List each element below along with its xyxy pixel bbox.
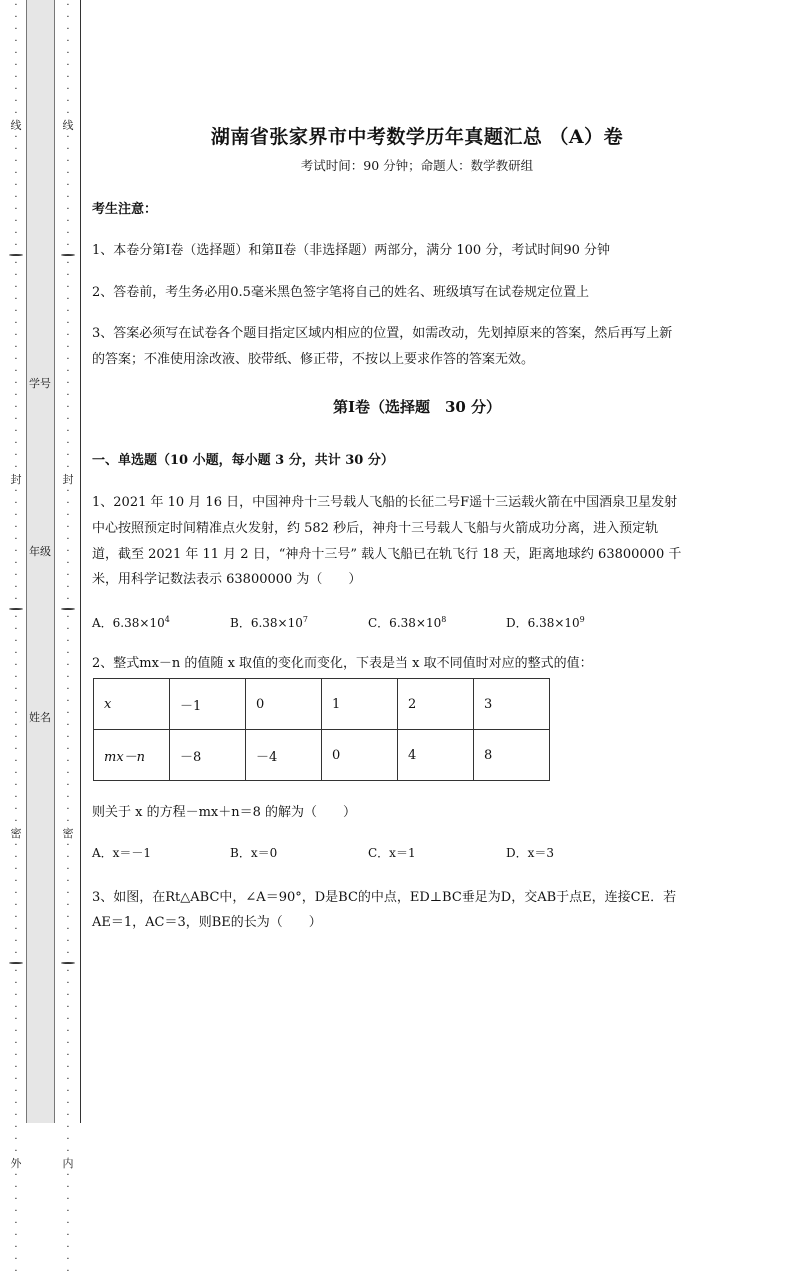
binding-dot: · xyxy=(66,270,70,281)
binding-dot: · xyxy=(14,888,18,899)
binding-dot: · xyxy=(14,144,18,155)
binding-dot: · xyxy=(66,732,70,743)
binding-dot: · xyxy=(14,648,18,659)
q1-option-a: A．$6.38\times 10^4$ xyxy=(92,615,170,630)
binding-dot: · xyxy=(66,1266,70,1277)
q2-table xyxy=(93,678,550,781)
binding-dot: · xyxy=(66,192,70,203)
binding-dot: · xyxy=(66,1002,70,1013)
binding-dot: · xyxy=(66,840,70,851)
binding-dot: · xyxy=(66,888,70,899)
binding-dot: · xyxy=(14,1170,18,1181)
binding-dot: · xyxy=(66,498,70,509)
binding-dot: · xyxy=(14,462,18,473)
binding-dot: · xyxy=(14,156,18,167)
binding-dot: · xyxy=(14,558,18,569)
binding-dot: · xyxy=(66,168,70,179)
notice-item-3: 3、答案必须写在试卷各个题目指定区域内相应的位置，如需改动，先划掉原来的答案，然后再写上新 xyxy=(92,326,673,341)
binding-dot: · xyxy=(66,330,70,341)
page-subtitle: 考试时间：90 分钟；命题人：数学教研组 xyxy=(300,158,534,173)
binding-dot: · xyxy=(14,546,18,557)
q1-line-1: 1、2021 年 10 月 16 日，中国神舟十三号载人飞船的长征二号F遥十三运载火箭在中国酒泉卫星发射 xyxy=(92,495,678,510)
binding-dot: · xyxy=(14,342,18,353)
table-row xyxy=(94,730,550,781)
binding-dot: · xyxy=(14,966,18,977)
q1-option-c: C．$6.38\times 10^8$ xyxy=(368,615,447,630)
binding-dot: · xyxy=(14,378,18,389)
binding-dot: · xyxy=(14,402,18,413)
binding-dot: · xyxy=(14,756,18,767)
binding-dot: · xyxy=(66,402,70,413)
binding-dot: · xyxy=(66,1146,70,1157)
q1-line-3: 道，截至 2021 年 11 月 2 日，“神舟十三号” 载人飞船已在轨飞行 18 天，距离地球约 63800000 千 xyxy=(92,547,682,562)
binding-dot: · xyxy=(14,660,18,671)
binding-dot: · xyxy=(66,570,70,581)
binding-dot: · xyxy=(66,144,70,155)
binding-dot: · xyxy=(66,912,70,923)
binding-dot: · xyxy=(14,36,18,47)
binding-dot: · xyxy=(14,1206,18,1217)
binding-dot: · xyxy=(66,510,70,521)
binding-dot: · xyxy=(14,522,18,533)
binding-dot: · xyxy=(14,282,18,293)
binding-dot: · xyxy=(66,1194,70,1205)
binding-dot: · xyxy=(14,228,18,239)
notice-item-1: 1、本卷分第Ⅰ卷（选择题）和第Ⅱ卷（非选择题）两部分，满分 100 分，考试时间90 分钟 xyxy=(92,243,610,258)
binding-dot: · xyxy=(14,1230,18,1241)
binding-dot: · xyxy=(66,0,70,11)
binding-dot: · xyxy=(66,648,70,659)
binding-dot: · xyxy=(14,612,18,623)
binding-dot: · xyxy=(66,390,70,401)
binding-dot: · xyxy=(14,720,18,731)
binding-dot: · xyxy=(14,330,18,341)
binding-dot: · xyxy=(66,366,70,377)
binding-dot: · xyxy=(66,1242,70,1253)
binding-dot: · xyxy=(66,84,70,95)
binding-dot: · xyxy=(66,1074,70,1085)
binding-dot: · xyxy=(66,258,70,269)
binding-dot: · xyxy=(14,1194,18,1205)
binding-dot: · xyxy=(14,294,18,305)
grade-label: 年级 xyxy=(29,545,51,558)
binding-circle xyxy=(9,254,23,256)
q2-option-a: A．x＝－1 xyxy=(92,846,152,860)
binding-dot: · xyxy=(66,1254,70,1265)
binding-circle xyxy=(9,608,23,610)
binding-dot: · xyxy=(14,216,18,227)
binding-dot: · xyxy=(66,696,70,707)
binding-dot: · xyxy=(66,1134,70,1145)
binding-dot: · xyxy=(66,96,70,107)
binding-dot: · xyxy=(14,168,18,179)
binding-dot: · xyxy=(66,546,70,557)
binding-dot: · xyxy=(14,1218,18,1229)
binding-dot: · xyxy=(66,852,70,863)
binding-dot: · xyxy=(14,438,18,449)
binding-dot: · xyxy=(14,426,18,437)
binding-dot: · xyxy=(14,306,18,317)
binding-dot: · xyxy=(14,840,18,851)
binding-dot: · xyxy=(14,804,18,815)
binding-dot: · xyxy=(14,948,18,959)
binding-dot: · xyxy=(66,108,70,119)
binding-dot: · xyxy=(66,36,70,47)
binding-column-left xyxy=(10,0,22,1277)
q1-options xyxy=(92,614,712,631)
binding-char: 封 xyxy=(62,473,74,486)
binding-dot: · xyxy=(14,96,18,107)
binding-dot: · xyxy=(14,792,18,803)
binding-dot: · xyxy=(14,354,18,365)
binding-dot: · xyxy=(66,1050,70,1061)
table-cell: 3 xyxy=(474,679,550,730)
table-cell: －4 xyxy=(246,730,322,781)
binding-char: 线 xyxy=(62,119,74,132)
binding-dot: · xyxy=(14,72,18,83)
binding-dot: · xyxy=(14,1182,18,1193)
binding-dot: · xyxy=(14,1242,18,1253)
binding-dot: · xyxy=(14,318,18,329)
binding-dot: · xyxy=(66,612,70,623)
binding-dot: · xyxy=(66,12,70,23)
binding-dot: · xyxy=(14,1074,18,1085)
binding-dot: · xyxy=(14,270,18,281)
binding-dot: · xyxy=(14,732,18,743)
table-cell: 0 xyxy=(322,730,398,781)
binding-char: 线 xyxy=(10,119,22,132)
q1-line-2: 中心按照预定时间精准点火发射，约 582 秒后，神舟十三号载人飞船与火箭成功分离，进入预定轨 xyxy=(92,521,659,536)
binding-dot: · xyxy=(66,1038,70,1049)
binding-dot: · xyxy=(66,768,70,779)
q2-option-d: D．x＝3 xyxy=(506,846,555,860)
binding-char: 密 xyxy=(62,827,74,840)
binding-dot: · xyxy=(66,534,70,545)
binding-dot: · xyxy=(66,756,70,767)
binding-dot: · xyxy=(66,1170,70,1181)
binding-dot: · xyxy=(14,192,18,203)
page-title: 湖南省张家界市中考数学历年真题汇总 （A）卷 xyxy=(210,126,624,148)
binding-dot: · xyxy=(66,60,70,71)
binding-dot: · xyxy=(66,660,70,671)
binding-dot: · xyxy=(14,708,18,719)
q2-stem: 2、整式mx－n 的值随 x 取值的变化而变化，下表是当 x 取不同值时对应的整式的值： xyxy=(92,656,593,671)
binding-dot: · xyxy=(14,1086,18,1097)
binding-dot: · xyxy=(66,900,70,911)
binding-dot: · xyxy=(14,1014,18,1025)
binding-dot: · xyxy=(66,48,70,59)
q2-question: 则关于 x 的方程－mx＋n＝8 的解为（ ） xyxy=(92,805,357,820)
binding-dot: · xyxy=(14,1254,18,1265)
binding-dot: · xyxy=(66,720,70,731)
binding-dot: · xyxy=(66,582,70,593)
binding-dot: · xyxy=(14,240,18,251)
binding-dot: · xyxy=(14,1026,18,1037)
binding-dot: · xyxy=(14,366,18,377)
binding-dot: · xyxy=(14,498,18,509)
binding-char: 内 xyxy=(62,1157,74,1170)
binding-dot: · xyxy=(66,462,70,473)
binding-dot: · xyxy=(66,672,70,683)
binding-dot: · xyxy=(14,924,18,935)
binding-dot: · xyxy=(66,282,70,293)
binding-dot: · xyxy=(14,744,18,755)
binding-dot: · xyxy=(66,1086,70,1097)
binding-dot: · xyxy=(14,1062,18,1073)
binding-dot: · xyxy=(66,204,70,215)
section-title: 第Ⅰ卷（选择题 30 分） xyxy=(332,398,502,416)
binding-dot: · xyxy=(14,900,18,911)
binding-dot: · xyxy=(14,672,18,683)
binding-dot: · xyxy=(66,294,70,305)
binding-dot: · xyxy=(66,306,70,317)
binding-dot: · xyxy=(66,876,70,887)
q2-option-c: C．x＝1 xyxy=(368,846,416,860)
table-cell: x xyxy=(94,679,170,730)
name-label: 姓名 xyxy=(29,711,51,724)
binding-dot: · xyxy=(14,594,18,605)
binding-dot: · xyxy=(14,570,18,581)
binding-dot: · xyxy=(66,1062,70,1073)
binding-dot: · xyxy=(66,378,70,389)
binding-dot: · xyxy=(14,936,18,947)
binding-circle xyxy=(61,254,75,256)
binding-dot: · xyxy=(14,414,18,425)
binding-dot: · xyxy=(14,108,18,119)
binding-dot: · xyxy=(14,132,18,143)
binding-dot: · xyxy=(66,1182,70,1193)
binding-dot: · xyxy=(66,1014,70,1025)
binding-dot: · xyxy=(14,696,18,707)
binding-dot: · xyxy=(14,390,18,401)
binding-dot: · xyxy=(14,48,18,59)
binding-dot: · xyxy=(66,990,70,1001)
table-row xyxy=(94,679,550,730)
q1-option-d: D．$6.38\times 10^9$ xyxy=(506,615,585,630)
binding-dot: · xyxy=(66,240,70,251)
binding-dot: · xyxy=(66,936,70,947)
binding-dot: · xyxy=(66,216,70,227)
binding-dot: · xyxy=(14,780,18,791)
binding-dot: · xyxy=(14,450,18,461)
binding-dot: · xyxy=(66,948,70,959)
binding-circle xyxy=(9,962,23,964)
binding-dot: · xyxy=(66,966,70,977)
binding-strip xyxy=(26,0,55,1123)
binding-dot: · xyxy=(14,1050,18,1061)
binding-dot: · xyxy=(66,864,70,875)
binding-dot: · xyxy=(14,60,18,71)
binding-dot: · xyxy=(14,990,18,1001)
q1-line-4: 米，用科学记数法表示 63800000 为（ ） xyxy=(92,572,362,587)
table-cell: 1 xyxy=(322,679,398,730)
q1-option-b: B．$6.38\times 10^7$ xyxy=(230,615,308,630)
table-cell: mx－n xyxy=(94,730,170,781)
binding-dot: · xyxy=(14,978,18,989)
binding-dot: · xyxy=(14,12,18,23)
binding-dot: · xyxy=(66,1026,70,1037)
binding-dot: · xyxy=(66,684,70,695)
binding-dot: · xyxy=(66,1218,70,1229)
binding-dot: · xyxy=(14,0,18,11)
q3-line-1: 3、如图，在Rt△ABC中，∠A＝90°，D是BC的中点，ED⊥BC垂足为D，交AB于点E，连接CE．若 xyxy=(92,890,677,905)
binding-dot: · xyxy=(66,1206,70,1217)
q2-options xyxy=(92,844,712,861)
binding-dot: · xyxy=(66,354,70,365)
binding-dot: · xyxy=(66,228,70,239)
binding-dot: · xyxy=(66,450,70,461)
binding-dot: · xyxy=(14,180,18,191)
binding-dot: · xyxy=(66,924,70,935)
binding-dot: · xyxy=(66,708,70,719)
binding-dot: · xyxy=(66,426,70,437)
binding-dot: · xyxy=(14,864,18,875)
q3-line-2: AE＝1，AC＝3，则BE的长为（ ） xyxy=(92,915,322,930)
binding-char: 外 xyxy=(10,1157,22,1170)
binding-dot: · xyxy=(66,342,70,353)
binding-char: 密 xyxy=(10,827,22,840)
table-cell: 4 xyxy=(398,730,474,781)
binding-dot: · xyxy=(66,318,70,329)
binding-dot: · xyxy=(14,912,18,923)
binding-dot: · xyxy=(14,258,18,269)
binding-circle xyxy=(61,608,75,610)
binding-dot: · xyxy=(66,414,70,425)
binding-dot: · xyxy=(66,744,70,755)
binding-dot: · xyxy=(66,636,70,647)
binding-dot: · xyxy=(66,1098,70,1109)
binding-dot: · xyxy=(14,1038,18,1049)
binding-dot: · xyxy=(66,1230,70,1241)
notice-title: 考生注意： xyxy=(92,202,158,217)
binding-dot: · xyxy=(66,978,70,989)
binding-dot: · xyxy=(66,24,70,35)
part-title: 一、单选题（10 小题，每小题 3 分，共计 30 分） xyxy=(92,453,394,468)
binding-dot: · xyxy=(14,84,18,95)
table-cell: 8 xyxy=(474,730,550,781)
binding-dot: · xyxy=(14,852,18,863)
binding-dot: · xyxy=(66,804,70,815)
notice-item-2: 2、答卷前，考生务必用0.5毫米黑色签字笔将自己的姓名、班级填写在试卷规定位置上 xyxy=(92,285,589,300)
table-cell: －1 xyxy=(170,679,246,730)
binding-dot: · xyxy=(66,816,70,827)
binding-dot: · xyxy=(66,486,70,497)
binding-dot: · xyxy=(66,1122,70,1133)
binding-dot: · xyxy=(66,792,70,803)
binding-dot: · xyxy=(14,1266,18,1277)
binding-dot: · xyxy=(66,156,70,167)
binding-dot: · xyxy=(66,624,70,635)
binding-dot: · xyxy=(66,558,70,569)
binding-dot: · xyxy=(14,636,18,647)
binding-dot: · xyxy=(14,768,18,779)
binding-dot: · xyxy=(14,1146,18,1157)
binding-dot: · xyxy=(66,180,70,191)
binding-dot: · xyxy=(14,1098,18,1109)
binding-dot: · xyxy=(66,132,70,143)
table-cell: －8 xyxy=(170,730,246,781)
binding-dot: · xyxy=(14,816,18,827)
binding-dot: · xyxy=(66,1110,70,1121)
notice-item-3-cont: 的答案；不准使用涂改液、胶带纸、修正带，不按以上要求作答的答案无效。 xyxy=(92,352,535,367)
binding-dot: · xyxy=(14,486,18,497)
binding-dot: · xyxy=(14,624,18,635)
binding-dot: · xyxy=(14,1134,18,1145)
binding-dot: · xyxy=(14,24,18,35)
binding-dot: · xyxy=(14,684,18,695)
binding-dot: · xyxy=(14,204,18,215)
binding-dot: · xyxy=(14,582,18,593)
binding-dot: · xyxy=(66,522,70,533)
binding-dot: · xyxy=(14,876,18,887)
binding-char: 封 xyxy=(10,473,22,486)
q2-option-b: B．x＝0 xyxy=(230,846,278,860)
binding-dot: · xyxy=(14,510,18,521)
binding-dot: · xyxy=(14,1122,18,1133)
binding-dot: · xyxy=(66,72,70,83)
binding-column-right xyxy=(62,0,74,1277)
table-cell: 2 xyxy=(398,679,474,730)
binding-line xyxy=(80,0,81,1123)
binding-dot: · xyxy=(66,594,70,605)
student-number-label: 学号 xyxy=(29,377,51,390)
table-cell: 0 xyxy=(246,679,322,730)
binding-dot: · xyxy=(66,780,70,791)
binding-circle xyxy=(61,962,75,964)
binding-dot: · xyxy=(14,1002,18,1013)
binding-dot: · xyxy=(14,534,18,545)
binding-dot: · xyxy=(14,1110,18,1121)
binding-dot: · xyxy=(66,438,70,449)
